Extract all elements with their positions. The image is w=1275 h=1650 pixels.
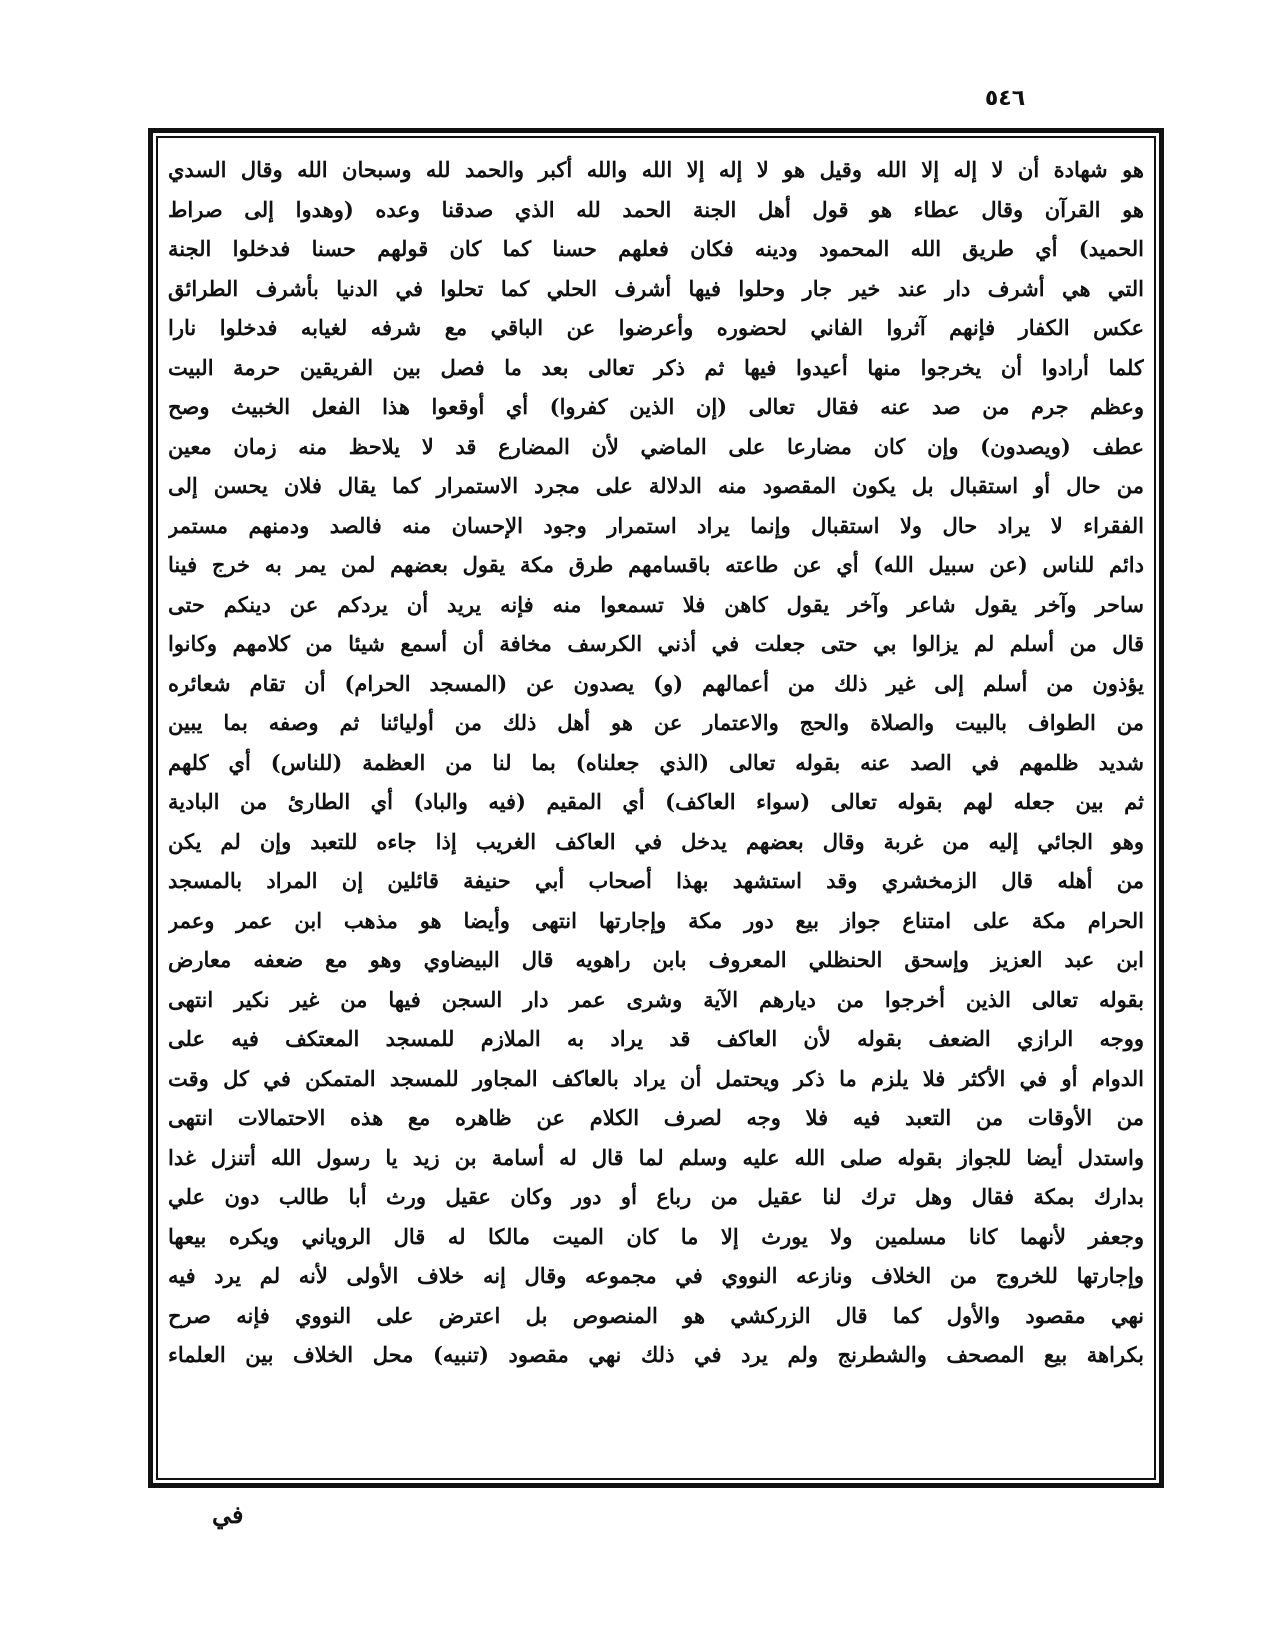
text-line: وهو الجائي إليه من غربة وقال بعضهم يدخل في العاكف الغريب إذا جاءه للتعبد وإن لم يكن	[168, 828, 1144, 854]
text-line: من حال أو استقبال بل يكون المقصود منه الدلالة على مجرد الاستمرار كما يقال فلان يحسن إلى	[168, 473, 1144, 498]
text-line: ابن عبد العزيز وإسحق الحنظلي المعروف بابن راهويه قال البيضاوي وهو مع ضعفه معارض	[168, 947, 1144, 972]
text-line: الدوام أو في الأكثر فلا يلزم ما ذكر ويحتمل أن يراد بالعاكف المجاور للمسجد المتمكن في كل وقت	[168, 1065, 1144, 1091]
text-line: من الطواف بالبيت والصلاة والحج والاعتمار عن هو أهل ذلك من أوليائنا ثم وصفه بما يبين	[168, 710, 1144, 735]
text-line: كلما أرادوا أن يخرجوا منها أعيدوا فيها ثم ذكر تعالى بعد ما فصل بين الفريقين حرمة البيت	[168, 354, 1144, 380]
text-line: بقوله تعالى الذين أخرجوا من ديارهم الآية وشرى عمر دار السجن فيها من غير نكير انتهى	[168, 986, 1144, 1012]
text-line: عطف (ويصدون) وإن كان مضارعا على الماضي لأن المضارع قد لا يلاحظ منه زمان معين	[168, 433, 1144, 459]
text-line: شديد ظلمهم في الصد عنه بقوله تعالى (الذي جعلناه) بما لنا من العظمة (للناس) أي كلهم	[168, 749, 1144, 775]
text-line: نهي مقصود والأول كما قال الزركشي هو المنصوص بل اعترض على النووي فإنه صرح	[168, 1302, 1144, 1328]
text-line: بكراهة بيع المصحف والشطرنج ولم يرد في ذلك نهي مقصود (تنبيه) محل الخلاف بين العلماء	[168, 1342, 1144, 1367]
text-line: عكس الكفار فإنهم آثروا الفاني لحضوره وأعرضوا عن الباقي مع شرفه لغيابه فدخلوا نارا	[168, 315, 1144, 340]
page-number: ٥٤٦	[984, 86, 1026, 111]
text-block	[156, 136, 1156, 1480]
text-line: هو القرآن وقال عطاء هو قول أهل الجنة الحمد لله الذي صدقنا وعده (وهدوا إلى صراط	[168, 196, 1144, 222]
text-line: ووجه الرازي الضعف بقوله لأن العاكف قد يراد به الملازم للمسجد المعتكف فيه على	[168, 1026, 1144, 1051]
text-line: هو شهادة أن لا إله إلا الله وقيل هو لا إله إلا الله والله أكبر والحمد لله وسبحان الله وقال السدي	[168, 157, 1144, 182]
text-line: ساحر وآخر يقول شاعر وآخر يقول كاهن فلا تسمعوا منه فإنه يريد أن يردكم عن دينكم حتى	[168, 591, 1144, 617]
text-line: وإجارتها للخروج من الخلاف ونازعه النووي في مجموعه وقال إنه خلاف الأولى لأنه لم يرد فيه	[168, 1263, 1144, 1288]
text-line: دائم للناس (عن سبيل الله) أي عن طاعته باقسامهم طرق مكة يقول بعضهم لمن يمر به خرج فينا	[168, 552, 1144, 577]
text-line: من الأوقات من التعبد فيه فلا وجه لصرف الكلام عن ظاهره مع هذه الاحتمالات انتهى	[168, 1105, 1144, 1130]
text-line: قال من أسلم لم يزالوا بي حتى جعلت في أذني الكرسف مخافة أن أسمع شيئا من كلامهم وكانوا	[168, 631, 1144, 656]
text-line: وعظم جرم من صد عنه فقال تعالى (إن الذين كفروا) أي أوقعوا هذا الفعل الخبيث وصح	[168, 394, 1144, 419]
text-line: واستدل أيضا للجواز بقوله صلى الله عليه وسلم لما قال له أسامة بن زيد يا رسول الله أتنزل غدا	[168, 1144, 1144, 1170]
text-line: التي هي أشرف دار عند خير جار وحلوا فيها أشرف الحلي كما تحلوا في الدنيا بأشرف الطرائق	[168, 275, 1144, 301]
text-line: وجعفر لأنهما كانا مسلمين ولا يورث إلا ما كان الميت مالكا له قال الروياني ويكره بيعها	[168, 1223, 1144, 1249]
text-line: الحميد) أي طريق الله المحمود ودينه فكان فعلهم حسنا كما كان قولهم حسنا فدخلوا الجنة	[168, 236, 1144, 261]
text-line: الحرام مكة على امتناع جواز بيع دور مكة وإجارتها انتهى وأيضا هو مذهب ابن عمر وعمر	[168, 907, 1144, 933]
text-line: من أهله قال الزمخشري وقد استشهد بهذا أصحاب أبي حنيفة قائلين إن المراد بالمسجد	[168, 868, 1144, 893]
text-line: يؤذون من أسلم إلى غير ذلك من أعمالهم (و) يصدون عن (المسجد الحرام) أن تقام شعائره	[168, 670, 1144, 696]
catchword: في	[212, 1500, 244, 1529]
text-line: ثم بين جعله لهم بقوله تعالى (سواء العاكف) أي المقيم (فيه والباد) أي الطارئ من البادية	[168, 789, 1144, 814]
text-line: الفقراء لا يراد حال ولا استقبال وإنما يراد استمرار وجود الإحسان منه فالصد ودمنهم مستمر	[168, 512, 1144, 538]
text-line: بدارك بمكة فقال وهل ترك لنا عقيل من رباع أو دور وكان عقيل ورث أبا طالب دون علي	[168, 1184, 1144, 1209]
